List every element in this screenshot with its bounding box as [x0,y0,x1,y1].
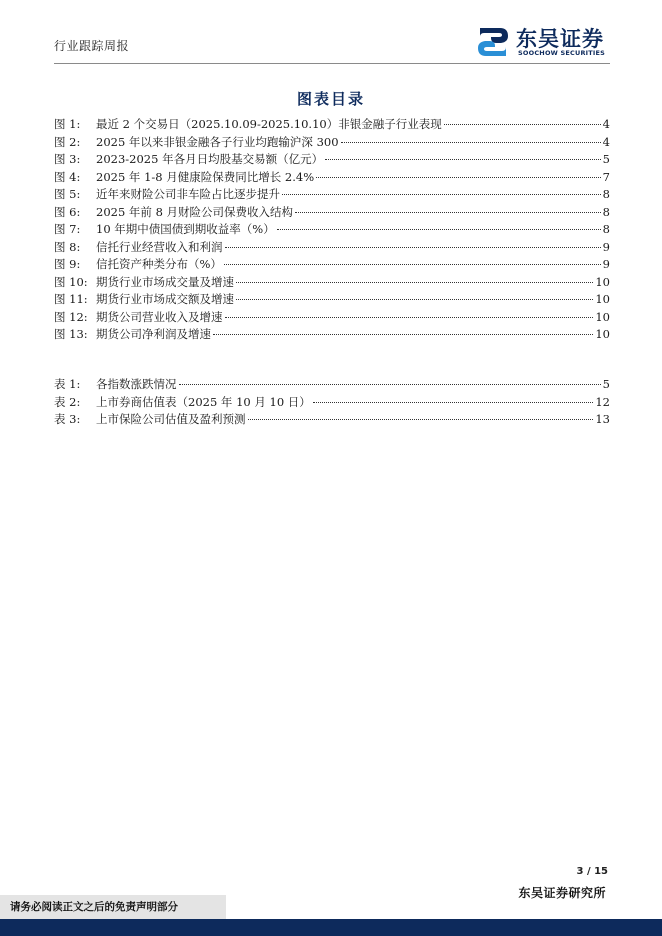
entry-title: 2025 年前 8 月财险公司保费收入结构 [96,204,294,219]
entry-label: 图 5: [54,187,81,201]
entry-title: 期货行业市场成交量及增速 [96,274,234,289]
dot-leader [248,407,594,420]
entry-title: 最近 2 个交易日（2025.10.09-2025.10.10）非银金融子行业表现 [96,117,442,131]
entry-page: 9 [602,239,610,254]
entry-label: 表 2: [54,394,81,409]
entry-title: 2023-2025 年各月日均股基交易额（亿元） [96,152,324,166]
entry-page: 5 [602,152,610,166]
entry-label: 表 1: [54,377,81,391]
entry-page: 8 [602,204,610,219]
entry-title: 各指数涨跌情况 [96,377,177,391]
entry-title: 10 年期中债国债到期收益率（%） [96,222,275,236]
entry-label: 图 11: [54,292,88,306]
entry-label: 图 9: [54,257,81,271]
entry-label: 图 4: [54,169,81,184]
dot-leader [213,322,593,335]
dot-leader [325,147,601,160]
figure-list [54,115,610,343]
entry-label: 图 1: [54,117,81,131]
entry-label: 图 2: [54,134,81,149]
logo-subtitle: SOOCHOW SECURITIES [518,49,606,57]
dot-leader [277,217,601,230]
entry-page: 13 [595,412,610,426]
entry-page: 10 [595,309,610,324]
entry-title: 2025 年以来非银金融各子行业均跑输沪深 300 [96,134,339,149]
entry-page: 7 [602,169,610,184]
dot-leader [225,235,601,248]
dot-leader [179,372,601,385]
report-type-label: 行业跟踪周报 [54,39,130,53]
dot-leader [316,165,601,178]
entry-page: 4 [602,134,610,149]
entry-label: 图 8: [54,239,81,254]
dot-leader [295,200,601,213]
entry-title: 期货公司净利润及增速 [96,327,211,341]
entry-page: 10 [595,274,610,289]
entry-title: 上市保险公司估值及盈利预测 [96,412,246,426]
dot-leader [341,130,601,143]
dot-leader [444,112,601,125]
footer-org: 东吴证券研究所 [518,886,606,900]
entry-page: 8 [602,222,610,236]
dot-leader [282,182,601,195]
footer-bar [0,919,662,936]
toc-entry[interactable] [54,325,610,343]
page-indicator: 3 / 15 [576,866,608,877]
entry-title: 信托资产种类分布（%） [96,257,222,271]
entry-label: 图 3: [54,152,81,166]
entry-page: 9 [602,257,610,271]
entry-title: 2025 年 1-8 月健康险保费同比增长 2.4% [96,169,315,184]
toc-entry[interactable] [54,410,610,428]
brand-logo [474,22,624,62]
disclaimer-notice: 请务必阅读正文之后的免责声明部分 [0,895,226,919]
page-title: 图表目录 [296,90,365,108]
entry-label: 图 10: [54,274,88,289]
soochow-logo-icon [474,24,512,60]
entry-label: 表 3: [54,412,81,426]
entry-title: 信托行业经营收入和利润 [96,239,223,254]
dot-leader [225,305,594,318]
dot-leader [236,270,593,283]
entry-page: 10 [595,292,610,306]
entry-label: 图 6: [54,204,81,219]
entry-page: 12 [595,394,610,409]
header-divider [54,63,610,64]
entry-label: 图 13: [54,327,88,341]
entry-title: 近年来财险公司非车险占比逐步提升 [96,187,280,201]
dot-leader [236,287,593,300]
entry-page: 10 [595,327,610,341]
entry-page: 8 [602,187,610,201]
entry-label: 图 12: [54,309,88,324]
dot-leader [224,252,601,265]
entry-title: 期货行业市场成交额及增速 [96,292,234,306]
entry-page: 4 [602,117,610,131]
logo-name: 东吴证券 [516,27,604,51]
entry-label: 图 7: [54,222,81,236]
entry-title: 上市券商估值表（2025 年 10 月 10 日） [96,394,311,409]
entry-page: 5 [602,377,610,391]
entry-title: 期货公司营业收入及增速 [96,309,223,324]
table-list [54,375,610,428]
dot-leader [313,390,594,403]
